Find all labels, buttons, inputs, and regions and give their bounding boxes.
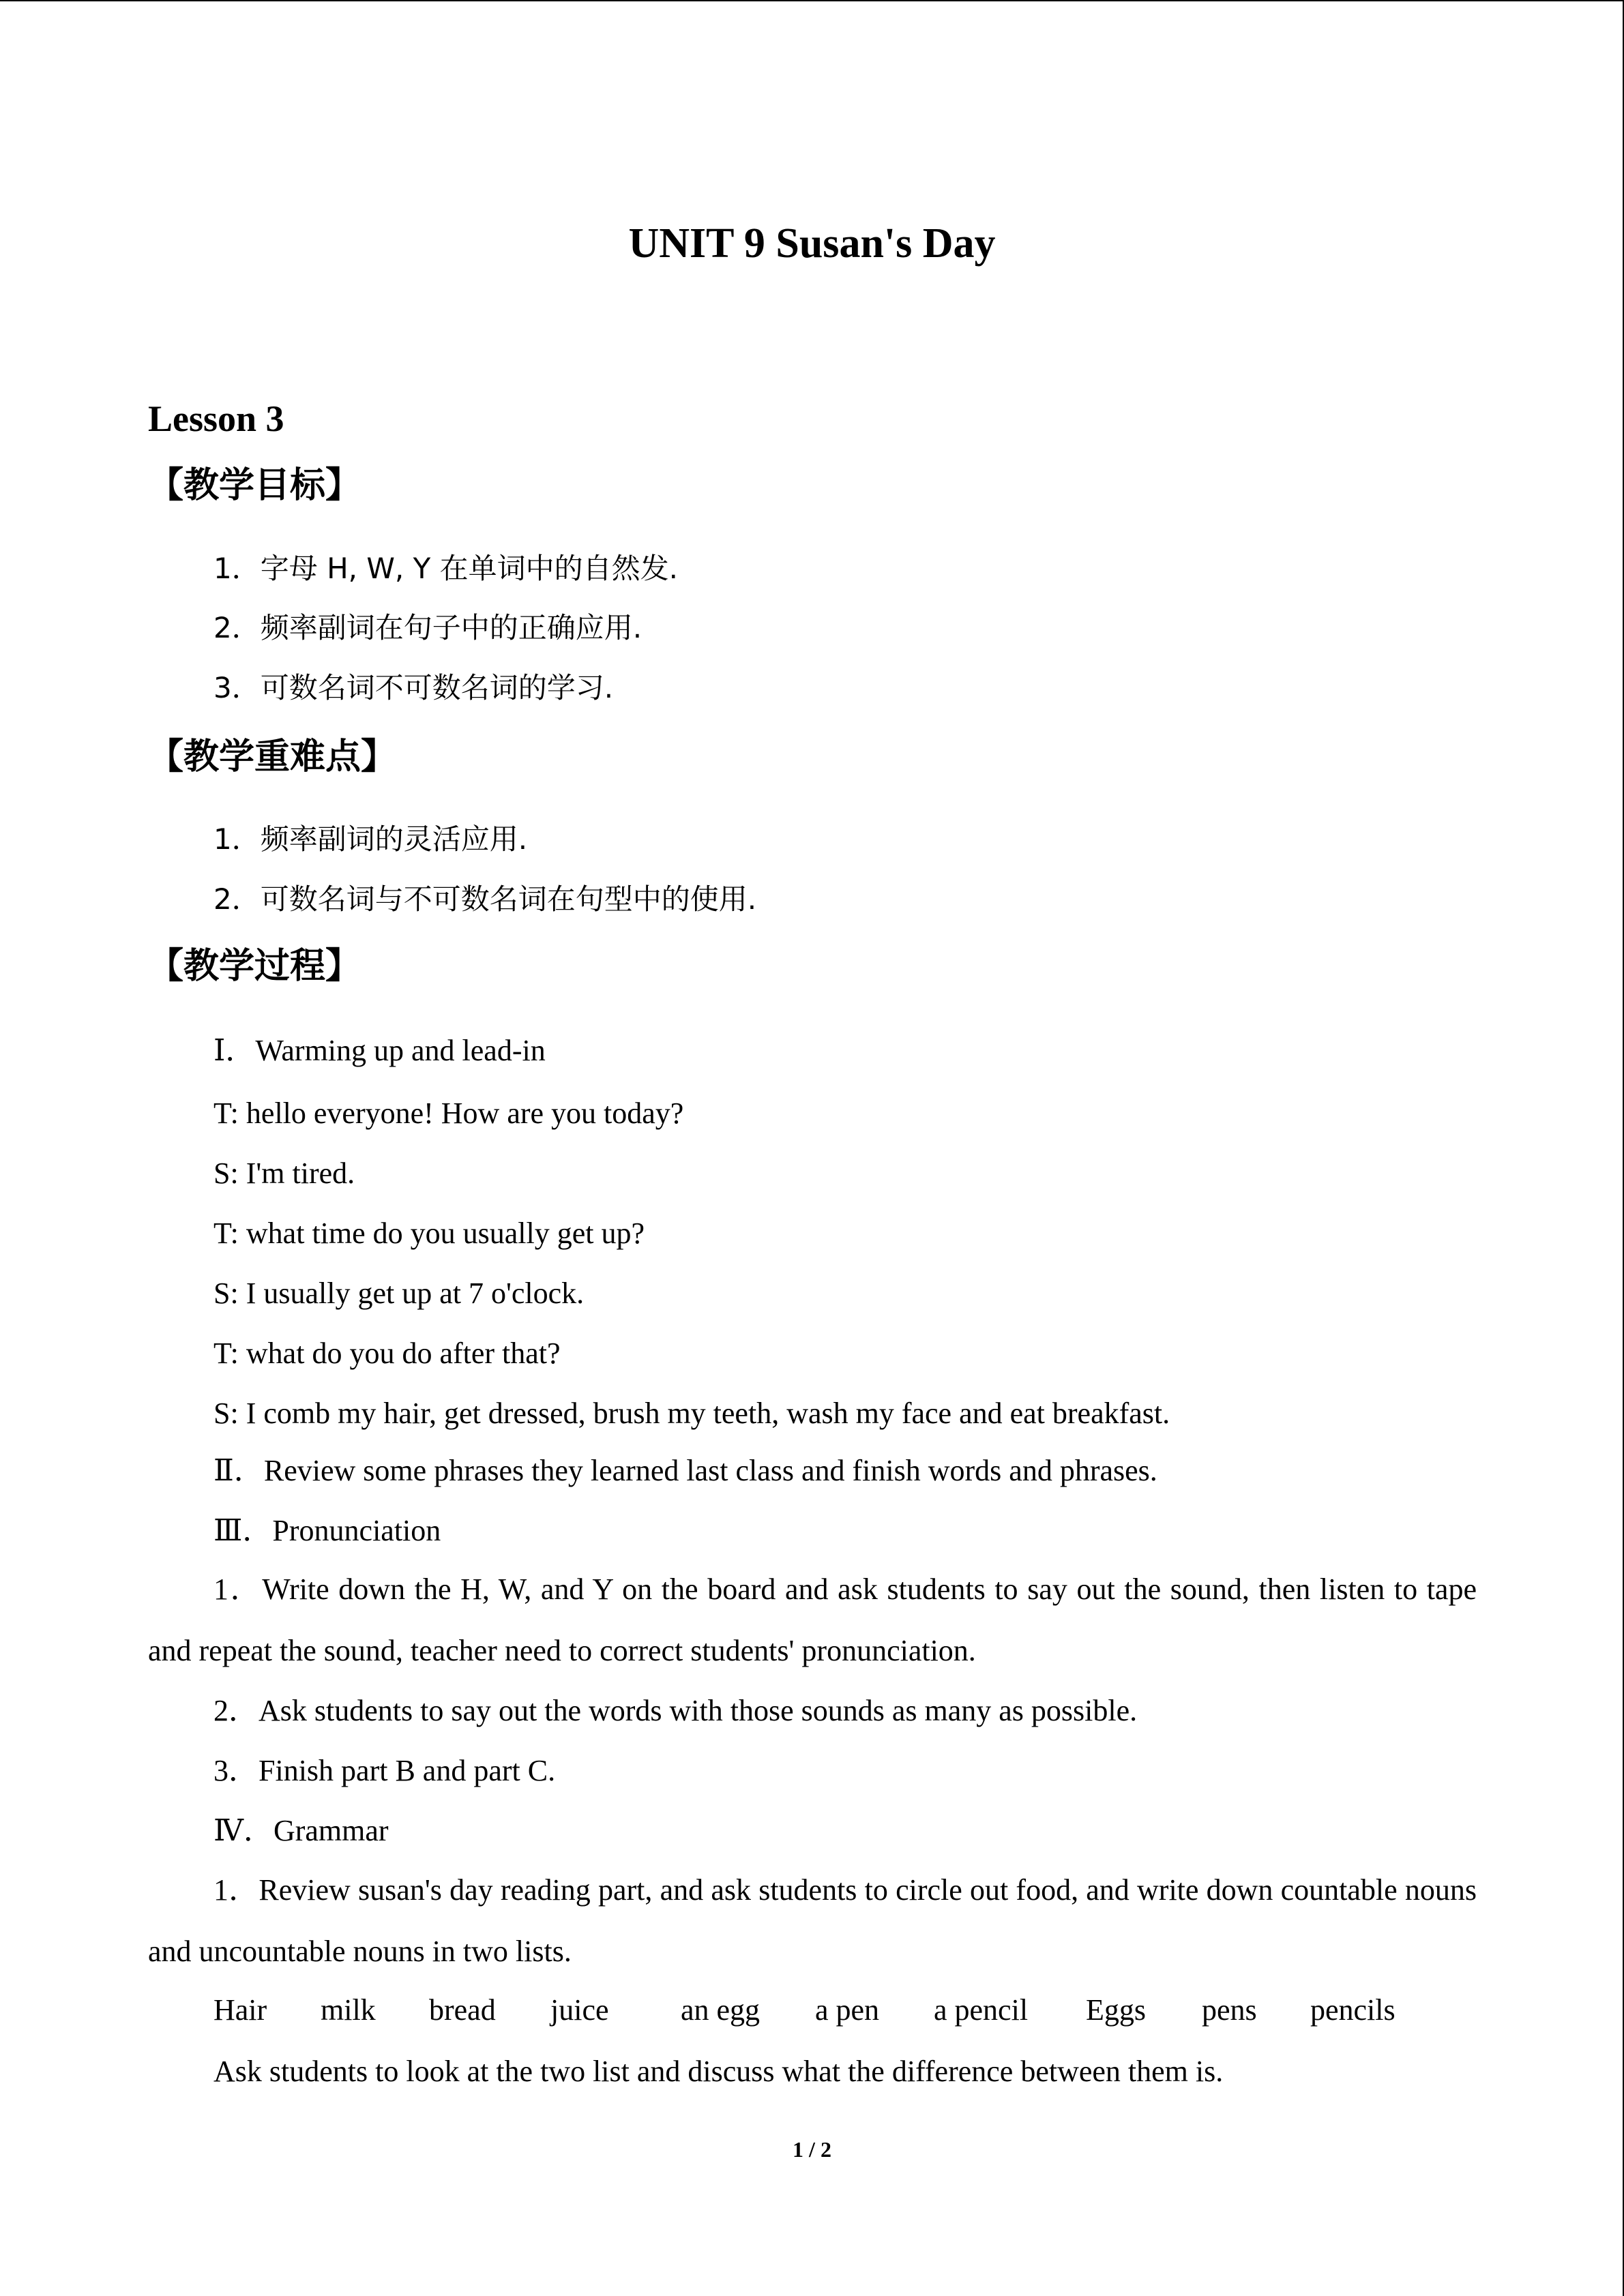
grammar-note: Ask students to look at the two list and discuss what the difference between them is. — [213, 2055, 1224, 2088]
goal-item: 2．频率副词在句子中的正确应用. — [213, 611, 643, 644]
goal-item: 3．可数名词不可数名词的学习. — [213, 671, 614, 704]
dialogue-line: S: I'm tired. — [213, 1157, 355, 1190]
dialogue-line: T: what do you do after that? — [213, 1337, 561, 1370]
word-item: an egg — [681, 1993, 761, 2027]
word-item: Eggs — [1086, 1993, 1146, 2027]
step-warming-up: Ⅰ．Warming up and lead-in — [213, 1034, 546, 1067]
section-heading-goals: 【教学目标】 — [148, 465, 361, 506]
grammar-item: 1．Review susan's day reading part, and ask students to circle out food, and write down countable nouns and uncountable nouns in two lists. — [148, 1873, 1477, 1968]
word-item: pencils — [1310, 1993, 1396, 2027]
word-item: Hair — [213, 1993, 267, 2027]
pronunciation-item: 3．Finish part B and part C. — [213, 1754, 556, 1787]
page-title: UNIT 9 Susan's Day — [628, 220, 996, 267]
keypoint-item: 2．可数名词与不可数名词在句型中的使用. — [213, 882, 757, 916]
lesson-heading: Lesson 3 — [148, 398, 284, 439]
keypoint-item: 1．频率副词的灵活应用. — [213, 822, 528, 856]
dialogue-line: S: I usually get up at 7 o'clock. — [213, 1277, 585, 1310]
word-item: bread — [429, 1993, 496, 2027]
dialogue-line: T: hello everyone! How are you today? — [213, 1097, 684, 1130]
word-item: juice — [550, 1993, 609, 2027]
step-grammar: Ⅳ．Grammar — [213, 1814, 389, 1847]
word-item: a pen — [815, 1993, 880, 2027]
step-review: Ⅱ．Review some phrases they learned last class and finish words and phrases. — [213, 1454, 1157, 1487]
section-heading-keypoints: 【教学重难点】 — [148, 736, 397, 777]
word-item: a pencil — [934, 1993, 1029, 2027]
step-pronunciation: Ⅲ．Pronunciation — [213, 1514, 441, 1547]
pronunciation-item: 1．Write down the H, W, and Y on the board and ask students to say out the sound, then listen to tape and repeat the sound, teacher need to correct students' pronunciation. — [148, 1572, 1477, 1667]
goal-item: 1．字母 H, W, Y 在单词中的自然发. — [213, 552, 678, 585]
word-item: pens — [1202, 1993, 1257, 2027]
page-number: 1 / 2 — [793, 2137, 831, 2162]
section-heading-process: 【教学过程】 — [148, 946, 361, 987]
dialogue-line: T: what time do you usually get up? — [213, 1217, 645, 1250]
dialogue-line: S: I comb my hair, get dressed, brush my teeth, wash my face and eat breakfast. — [213, 1397, 1170, 1430]
word-item: milk — [321, 1993, 376, 2027]
pronunciation-item: 2．Ask students to say out the words with those sounds as many as possible. — [213, 1694, 1138, 1727]
